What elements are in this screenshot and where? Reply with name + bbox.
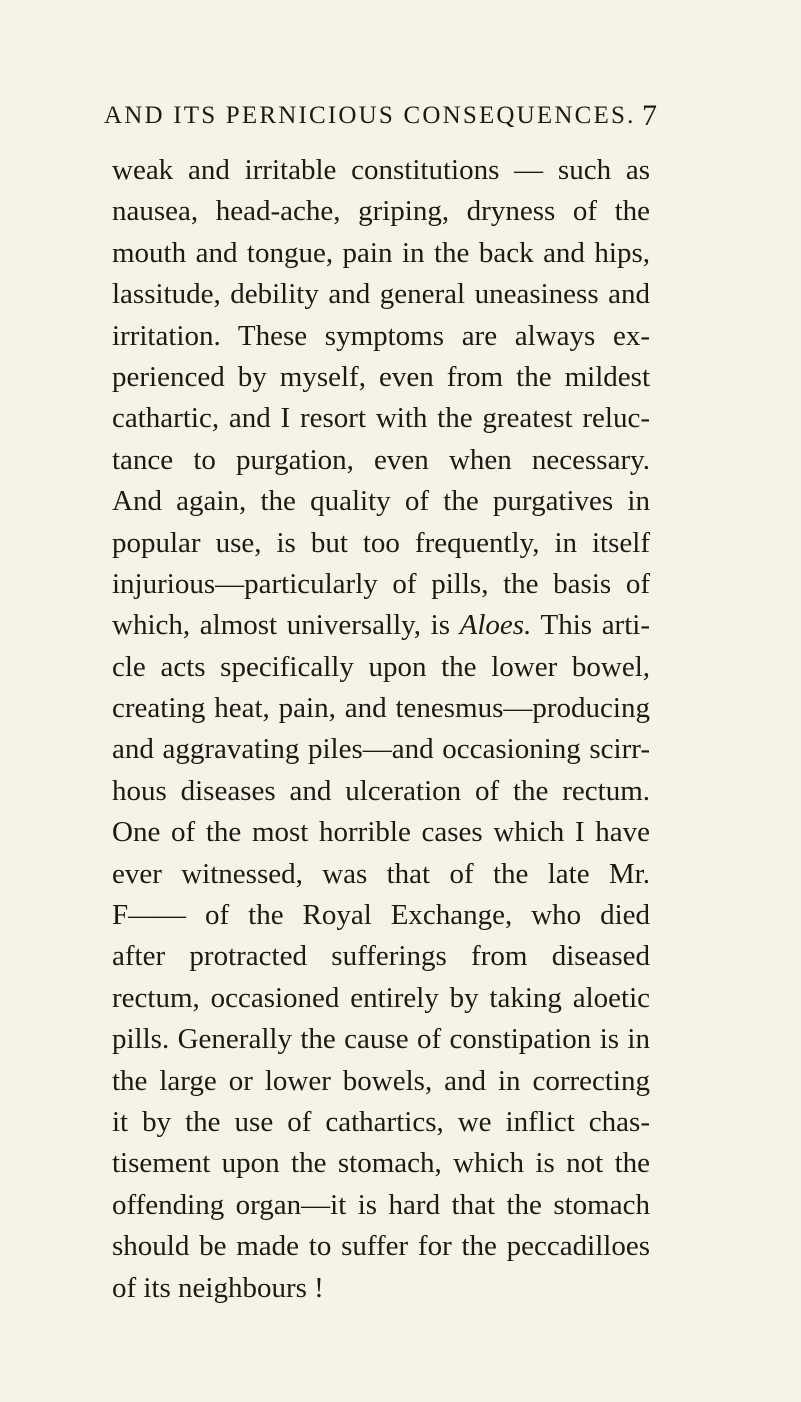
text-line: mouth and tongue, pain in the back and hips, (112, 236, 650, 269)
text-line: cle acts specifically upon the lower bowel, (112, 650, 650, 683)
text-line: the large or lower bowels, and in correcting (112, 1064, 650, 1097)
text-line: ever witnessed, was that of the late Mr. (112, 857, 650, 890)
text-line: pills. Generally the cause of constipation is in (112, 1023, 650, 1056)
text-line: creating heat, pain, and tenesmus—producing (112, 692, 650, 725)
text-line: offending organ—it is hard that the stomach (112, 1188, 650, 1221)
running-head (104, 96, 664, 136)
text-line: and aggravating piles—and occasioning scirr- (112, 733, 650, 766)
text-line: of its neighbours ! (112, 1271, 324, 1304)
text-line: hous diseases and ulceration of the rectum. (112, 774, 650, 807)
text-line: perienced by myself, even from the mildest (112, 360, 650, 393)
text-line: And again, the quality of the purgatives in (112, 485, 650, 518)
text-line: it by the use of cathartics, we inflict chas- (112, 1105, 650, 1138)
text-line: weak and irritable constitutions — such as (112, 154, 650, 186)
text-line: rectum, occasioned entirely by taking aloetic (112, 981, 650, 1014)
text-line: F—— of the Royal Exchange, who died (112, 899, 650, 932)
text-line: cathartic, and I resort with the greatest reluc- (112, 402, 650, 435)
text-line: after protracted sufferings from diseased (112, 940, 650, 973)
text-line: should be made to suffer for the peccadilloes (112, 1230, 650, 1263)
text-line: irritation. These symptoms are always ex- (112, 319, 650, 352)
text-line: injurious—particularly of pills, the basis of (112, 567, 650, 600)
running-title: AND ITS PERNICIOUS CONSEQUENCES. (104, 102, 636, 129)
body-text (112, 150, 650, 1309)
text-line: popular use, is but too frequently, in itself (112, 526, 650, 559)
text-line: lassitude, debility and general uneasiness and (112, 278, 650, 311)
italic-term: Aloes. (459, 609, 532, 642)
text-line: tance to purgation, even when necessary. (112, 443, 650, 476)
text-line: One of the most horrible cases which I have (112, 816, 650, 849)
page-number: 7 (642, 99, 657, 132)
text-line: nausea, head-ache, griping, dryness of the (112, 195, 650, 228)
text-segment: This arti- (531, 609, 650, 642)
text-segment: which, almost universally, is (112, 609, 460, 642)
text-line (112, 605, 650, 646)
text-line: tisement upon the stomach, which is not the (112, 1147, 650, 1180)
